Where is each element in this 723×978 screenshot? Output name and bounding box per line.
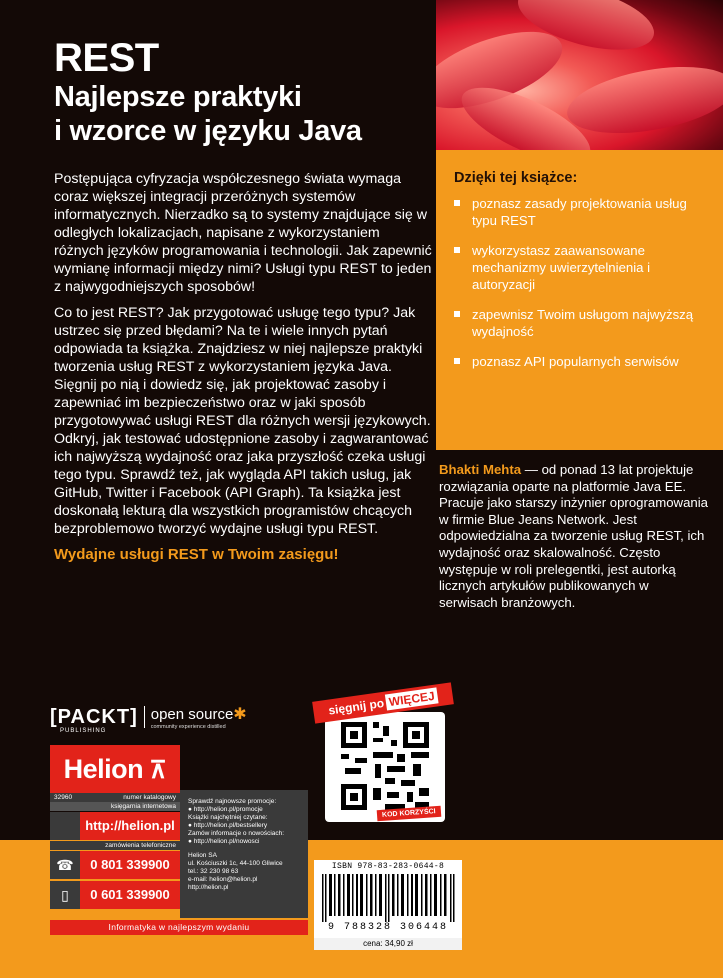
barcode-bars (320, 874, 456, 922)
helion-footer: Informatyka w najlepszym wydaniu (50, 920, 308, 935)
qr-code-block (305, 690, 460, 830)
flower-photo (436, 0, 723, 150)
helion-mark-icon: ⊼ (143, 757, 167, 784)
list-item: poznasz API popularnych serwisów (454, 353, 712, 370)
helion-logo: Helion ⊼ (50, 745, 180, 793)
benefits-heading: Dzięki tej książce: (454, 170, 578, 186)
company-url[interactable]: http://helion.pl (188, 884, 229, 891)
bullet-square-icon (454, 358, 460, 364)
news-url[interactable]: ● http://helion.pl/nowosci (188, 838, 260, 845)
promo-label: Sprawdź najnowsze promocje: (188, 798, 277, 805)
title-main: REST (54, 36, 159, 80)
company-tel: tel.: 32 230 98 63 (188, 868, 239, 875)
packt-brand: [PACKT] (50, 706, 138, 728)
list-item: zapewnisz Twoim usługom najwyższą wydajność (454, 306, 712, 340)
qr-footer: KOD KORZYŚCI (377, 806, 441, 821)
benefits-list (454, 195, 712, 383)
price: cena: 34,90 zł (314, 938, 462, 950)
promo-url[interactable]: ● http://helion.pl/promocje (188, 806, 263, 813)
helion-info (180, 790, 308, 918)
bookstore-label: księgarnia internetowa (50, 802, 180, 811)
packt-publishing: PUBLISHING (60, 728, 107, 734)
tagline: Wydajne usługi REST w Twoim zasięgu! (54, 546, 339, 563)
helion-block (50, 745, 180, 940)
title-line2: Najlepsze praktyki (54, 81, 302, 113)
catalog-number: 32960 (54, 794, 73, 801)
qr-banner-highlight: WIĘCEJ (385, 687, 439, 710)
list-item: wykorzystasz zaawansowane mechanizmy uwierzytelnienia i autoryzacji (454, 242, 712, 293)
company-name: Helion SA (188, 852, 217, 859)
catalog-label: numer katalogowy (123, 794, 176, 801)
phone-icon: ☎ (50, 851, 80, 879)
qr-code (325, 712, 445, 822)
author-name: Bhakti Mehta (439, 462, 522, 477)
bestsellers-label: Książki najchętniej czytane: (188, 814, 268, 821)
qr-banner: sięgnij po WIĘCEJ (312, 682, 454, 723)
news-label: Zamów informacje o nowościach: (188, 830, 285, 837)
isbn-text: ISBN 978-83-283-0644-8 (331, 862, 445, 871)
bullet-square-icon (454, 247, 460, 253)
description-paragraph-1: Postępująca cyfryzacja współczesnego świata wymaga coraz większej integracji przeróżnych systemów informatycznych. Nierzadko są to systemy znajdujące się w odległych lokalizacjach, napisane z wykorzystaniem różnych języków programowania i technologii. Jak zapewnić wymianę informacji między nimi? Usługi typu REST to jeden z najwygodniejszych sposobów! (54, 171, 432, 295)
cart-icon (50, 812, 80, 840)
author-bio-text: — od ponad 13 lat projektuje rozwiązania oparte na platformie Java EE. Pracuje jako starszy inżynier oprogramowania w firmie Blue Jeans Network. Jest odpowiedzialna za tworzenie usług REST, ich wydajność oraz skalowalność. Często występuje w roli prelegentki, jest autorką licznych artykułów publikowanych w serwisach branżowych. (439, 462, 708, 610)
author-bio (439, 462, 709, 611)
website-link[interactable]: http://helion.pl (80, 812, 180, 840)
open-source-tagline: community experience distilled (150, 724, 226, 730)
company-email[interactable]: e-mail: helion@helion.pl (188, 876, 258, 883)
star-icon: ✱ (233, 706, 247, 723)
benefits-panel (436, 150, 723, 450)
catalog-row (50, 793, 180, 802)
title-line3: i wzorce w języku Java (54, 115, 362, 147)
open-source-label: open source (150, 706, 234, 723)
phone-2: 0 601 339900 (80, 881, 180, 909)
bestsellers-url[interactable]: ● http://helion.pl/bestsellery (188, 822, 268, 829)
company-address: ul. Kościuszki 1c, 44-100 Gliwice (188, 860, 283, 867)
barcode (314, 860, 462, 938)
mobile-phone-icon: ▯ (50, 881, 80, 909)
bullet-square-icon (454, 311, 460, 317)
barcode-number: 9 788328 306448 (327, 922, 448, 933)
phone-1: 0 801 339900 (80, 851, 180, 879)
description-paragraph-2: Co to jest REST? Jak przygotować usługę tego typu? Jak ustrzec się przed błędami? Na te i wiele innych pytań odpowiada ta książka. Znajdziesz w niej najlepsze praktyki tworzenia usług REST z wykorzystaniem języka Java. Sięgnij po nią i dowiedz się, jak projektować zasoby i zapewniać im bezpieczeństwo oraz w jaki sposób przygotowywać usługi REST dla różnych wersji językowych. Odkryj, jak testować udostępnione zasoby i zagwarantować ich najwyższą wydajność oraz jaka przyszłość czeka usługi tego typu. Sprawdź też, jak wygląda API takich usług, jak GitHub, Twitter i Facebook (API Graph). Ta książka jest doskonałą lekturą dla wszystkich programistów chcących bezproblemowo tworzyć wydajne usługi typu REST. (54, 305, 431, 537)
packt-logo (50, 706, 247, 734)
bullet-square-icon (454, 200, 460, 206)
orders-label: zamówienia telefoniczne (50, 841, 180, 850)
book-title (54, 36, 362, 148)
list-item: poznasz zasady projektowania usług typu REST (454, 195, 712, 229)
